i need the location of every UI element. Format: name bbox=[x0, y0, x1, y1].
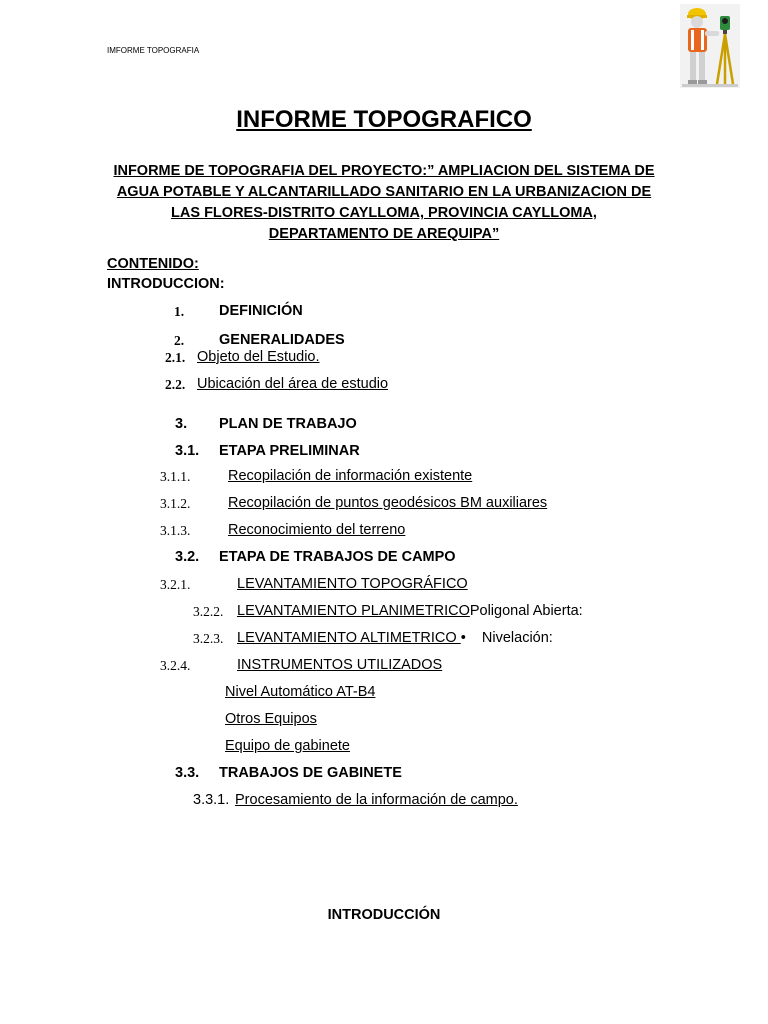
toc-item-recopilacion-bm: Recopilación de puntos geodésicos BM auxiliares bbox=[228, 495, 548, 511]
toc-item-objeto: Objeto del Estudio. bbox=[197, 349, 320, 365]
document-title: INFORME TOPOGRAFICO bbox=[236, 106, 532, 133]
project-subtitle bbox=[110, 161, 658, 245]
toc-item-instrumentos: INSTRUMENTOS UTILIZADOS bbox=[237, 657, 443, 673]
project-subtitle-text: INFORME DE TOPOGRAFIA DEL PROYECTO:” AMPLIACION DEL SISTEMA DE AGUA POTABLE Y ALCANTARILLADO SANITARIO EN LA URBANIZACION DE LAS FLORES-DISTRITO CAYLLOMA, PROVINCIA CAYLLOMA, DEPARTAMENTO DE AREQUIPA” bbox=[113, 163, 655, 242]
toc-item-levantamiento-planimetrico: LEVANTAMIENTO PLANIMETRICO bbox=[237, 603, 470, 619]
toc-num-3-2-3: 3.2.3. bbox=[193, 631, 224, 646]
toc-num-3-1-1: 3.1.1. bbox=[160, 469, 191, 484]
toc-num-3-2: 3.2. bbox=[175, 549, 200, 565]
toc-item-definicion: DEFINICIÓN bbox=[219, 303, 303, 319]
surveyor-with-theodolite-icon bbox=[680, 4, 740, 88]
toc-num-3-2-4: 3.2.4. bbox=[160, 658, 191, 673]
section-heading-introduccion: INTRODUCCIÓN bbox=[327, 907, 441, 923]
toc-item-ubicacion: Ubicación del área de estudio bbox=[197, 376, 389, 392]
toc-item-plan-trabajo: PLAN DE TRABAJO bbox=[219, 416, 357, 432]
toc-row-planimetrico bbox=[237, 603, 583, 619]
toc-instrument-otros: Otros Equipos bbox=[225, 711, 317, 727]
introduccion-label: INTRODUCCION: bbox=[107, 276, 225, 292]
toc-num-3-3: 3.3. bbox=[175, 765, 200, 781]
toc-num-3-1-3: 3.1.3. bbox=[160, 523, 191, 538]
toc-instrument-nivel: Nivel Automático AT-B4 bbox=[225, 684, 376, 700]
toc-item-reconocimiento: Reconocimiento del terreno bbox=[228, 522, 406, 538]
toc-num-3-1-2: 3.1.2. bbox=[160, 496, 191, 511]
toc-num-2-2: 2.2. bbox=[165, 377, 186, 392]
toc-item-etapa-campo: ETAPA DE TRABAJOS DE CAMPO bbox=[219, 549, 456, 565]
toc-item-levantamiento-altimetrico: LEVANTAMIENTO ALTIMETRICO bbox=[237, 630, 461, 646]
toc-item-procesamiento: Procesamiento de la información de campo. bbox=[235, 792, 518, 808]
toc-suffix-nivelacion: • Nivelación: bbox=[460, 630, 553, 646]
toc-num-3-3-1: 3.3.1. bbox=[193, 792, 230, 808]
toc-num-2: 2. bbox=[174, 333, 185, 348]
toc-num-3-2-1: 3.2.1. bbox=[160, 577, 191, 592]
toc-item-trabajos-gabinete: TRABAJOS DE GABINETE bbox=[219, 765, 402, 781]
toc-instrument-gabinete: Equipo de gabinete bbox=[225, 738, 350, 754]
contenido-label: CONTENIDO: bbox=[107, 256, 199, 272]
toc-num-3-2-2: 3.2.2. bbox=[193, 604, 224, 619]
toc-num-2-1: 2.1. bbox=[165, 350, 186, 365]
toc-item-recopilacion-info: Recopilación de información existente bbox=[228, 468, 473, 484]
toc-num-3: 3. bbox=[175, 416, 188, 432]
toc-item-etapa-preliminar: ETAPA PRELIMINAR bbox=[219, 443, 360, 459]
toc-suffix-poligonal: Poligonal Abierta: bbox=[469, 603, 583, 619]
page-header: IMFORME TOPOGRAFIA bbox=[107, 46, 200, 55]
toc-item-levantamiento-topografico: LEVANTAMIENTO TOPOGRÁFICO bbox=[237, 576, 468, 592]
toc-item-generalidades: GENERALIDADES bbox=[219, 332, 345, 348]
toc-num-1: 1. bbox=[174, 304, 185, 319]
toc-row-altimetrico bbox=[237, 630, 553, 646]
toc-num-3-1: 3.1. bbox=[175, 443, 200, 459]
